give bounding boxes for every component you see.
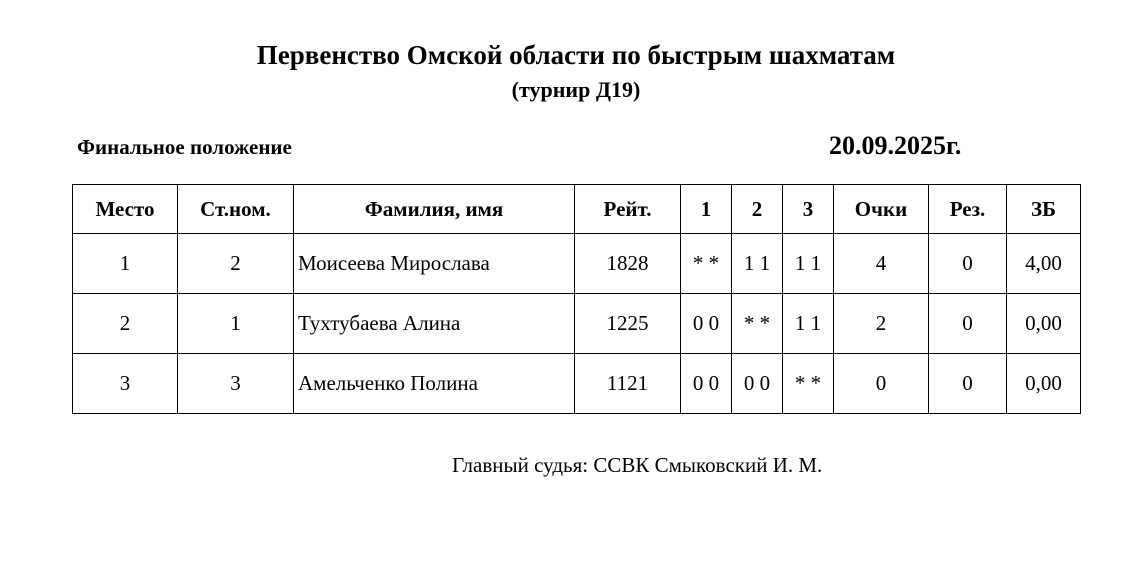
cell-place: 1 xyxy=(73,234,178,294)
cell-round-2: 0 0 xyxy=(732,354,783,414)
cell-result: 0 xyxy=(929,354,1007,414)
section-label: Финальное положение xyxy=(77,135,292,159)
cell-name: Амельченко Полина xyxy=(294,354,575,414)
cell-place: 2 xyxy=(73,294,178,354)
header-round-2: 2 xyxy=(732,185,783,234)
table-row xyxy=(73,234,1081,294)
header-name: Фамилия, имя xyxy=(294,185,575,234)
cell-place: 3 xyxy=(73,354,178,414)
cell-tiebreak: 4,00 xyxy=(1007,234,1081,294)
standings-table xyxy=(72,184,1081,414)
cell-result: 0 xyxy=(929,294,1007,354)
cell-start-number: 2 xyxy=(178,234,294,294)
cell-round-3: * * xyxy=(783,354,834,414)
cell-start-number: 1 xyxy=(178,294,294,354)
header-place: Место xyxy=(73,185,178,234)
header-round-1: 1 xyxy=(681,185,732,234)
header-points: Очки xyxy=(834,185,929,234)
cell-round-2: 1 1 xyxy=(732,234,783,294)
cell-tiebreak: 0,00 xyxy=(1007,354,1081,414)
document-date: 20.09.2025г. xyxy=(829,131,962,160)
table-row xyxy=(73,354,1081,414)
cell-points: 0 xyxy=(834,354,929,414)
cell-points: 4 xyxy=(834,234,929,294)
cell-round-1: * * xyxy=(681,234,732,294)
cell-round-3: 1 1 xyxy=(783,234,834,294)
table-row xyxy=(73,294,1081,354)
chief-judge-line: Главный судья: ССВК Смыковский И. М. xyxy=(452,453,823,477)
document-title: Первенство Омской области по быстрым шахматам xyxy=(256,40,896,70)
cell-rating: 1225 xyxy=(575,294,681,354)
cell-points: 2 xyxy=(834,294,929,354)
header-result: Рез. xyxy=(929,185,1007,234)
cell-name: Тухтубаева Алина xyxy=(294,294,575,354)
cell-round-1: 0 0 xyxy=(681,354,732,414)
cell-name: Моисеева Мирослава xyxy=(294,234,575,294)
header-start-number: Ст.ном. xyxy=(178,185,294,234)
cell-tiebreak: 0,00 xyxy=(1007,294,1081,354)
cell-round-2: * * xyxy=(732,294,783,354)
cell-rating: 1828 xyxy=(575,234,681,294)
header-row xyxy=(73,185,1081,234)
cell-start-number: 3 xyxy=(178,354,294,414)
cell-result: 0 xyxy=(929,234,1007,294)
header-tiebreak: ЗБ xyxy=(1007,185,1081,234)
cell-round-3: 1 1 xyxy=(783,294,834,354)
cell-round-1: 0 0 xyxy=(681,294,732,354)
header-round-3: 3 xyxy=(783,185,834,234)
document-subtitle: (турнир Д19) xyxy=(511,77,641,102)
header-rating: Рейт. xyxy=(575,185,681,234)
cell-rating: 1121 xyxy=(575,354,681,414)
